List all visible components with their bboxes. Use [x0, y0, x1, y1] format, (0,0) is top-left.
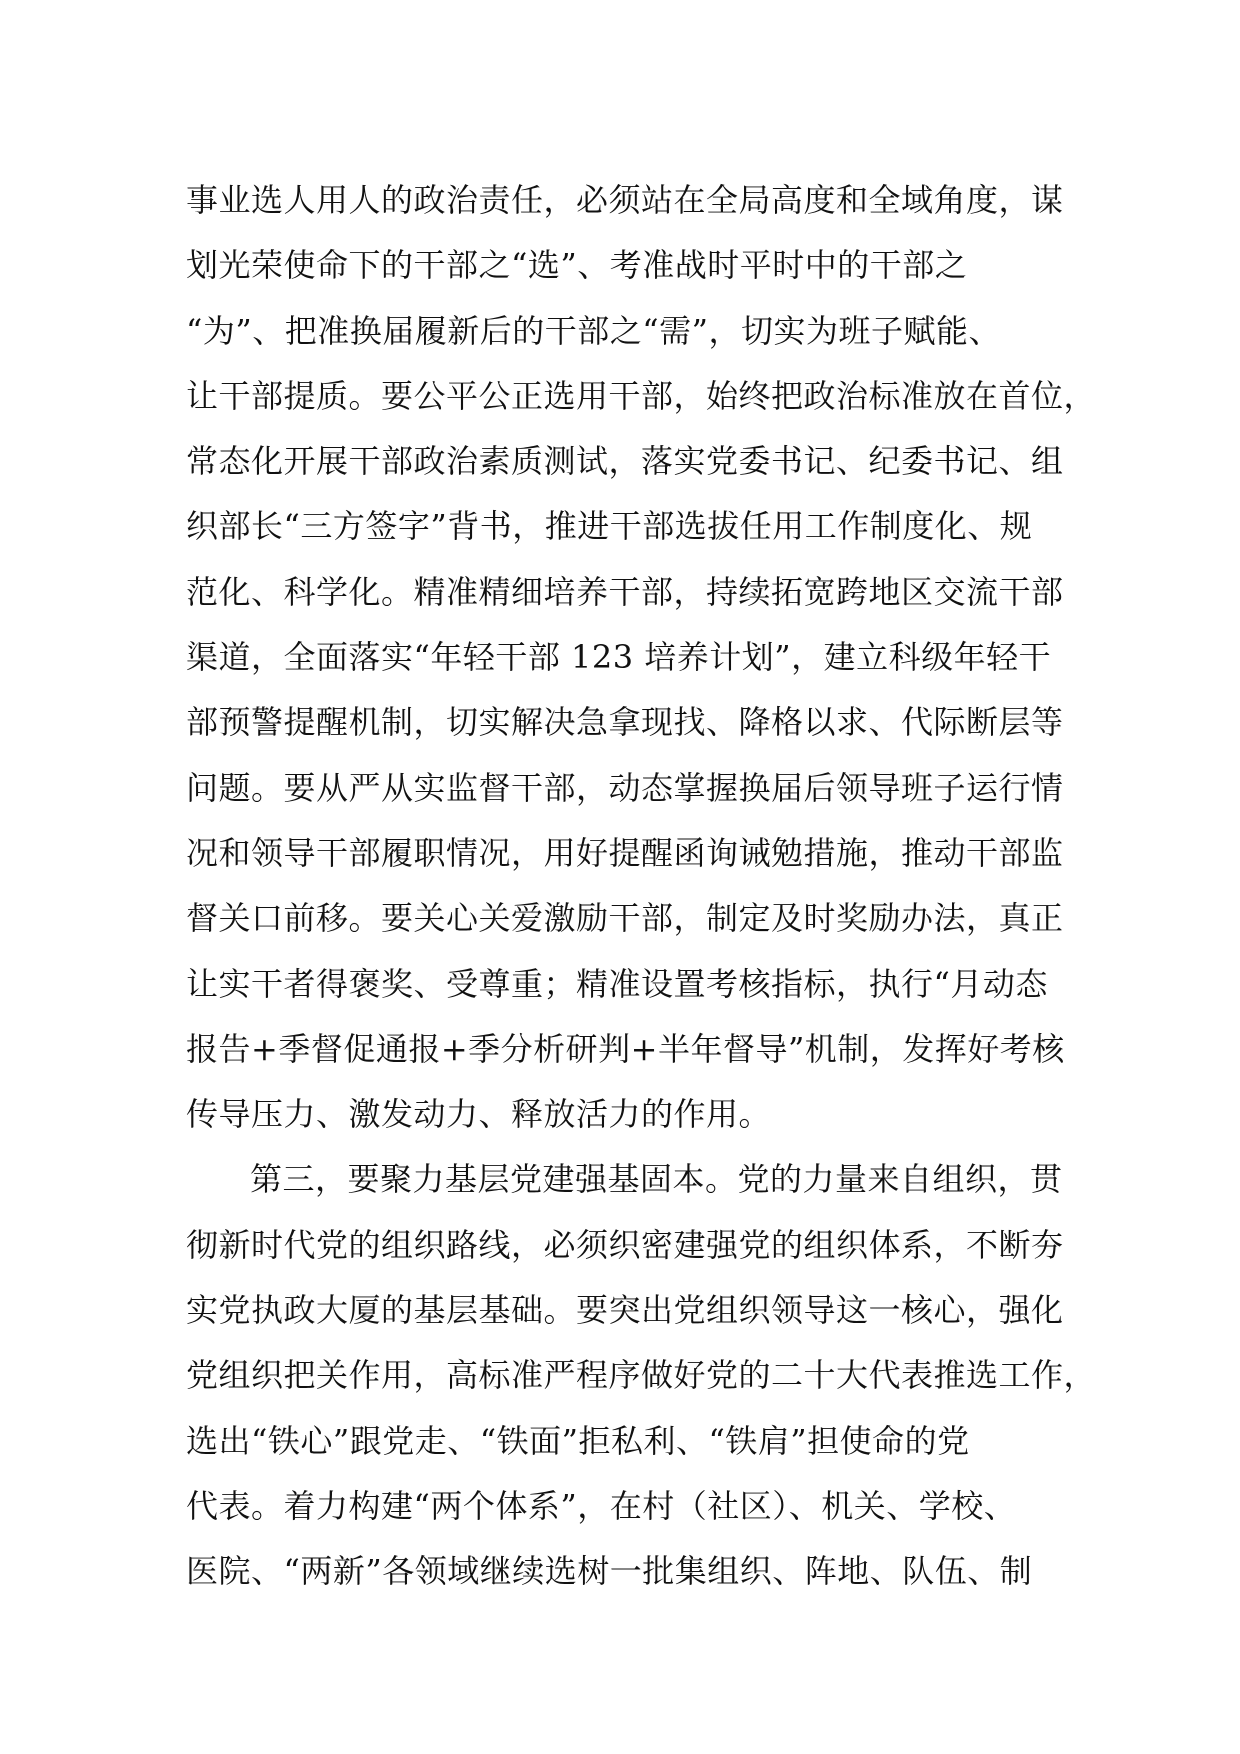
text-line-18: 实党执政大厦的基层基础。要突出党组织领导这一核心，强化 [186, 1291, 1064, 1330]
text-line-9: 部预警提醒机制，切实解决急拿现找、降格以求、代际断层等 [186, 703, 1064, 742]
text-line-19: 党组织把关作用，高标准严程序做好党的二十大代表推选工作， [186, 1356, 1097, 1395]
text-line-5: 常态化开展干部政治素质测试，落实党委书记、纪委书记、组 [186, 442, 1064, 481]
text-line-21: 代表。着力构建“两个体系”，在村（社区）、机关、学校、 [186, 1486, 1017, 1525]
text-line-13: 让实干者得褒奖、受尊重；精准设置考核指标，执行“月动态 [186, 964, 1048, 1003]
text-line-15: 传导压力、激发动力、释放活力的作用。 [186, 1095, 772, 1134]
document-body [186, 168, 1097, 1605]
paragraph-start-line: 第三，要聚力基层党建强基固本。党的力量来自组织，贯 [250, 1160, 1063, 1199]
text-line-12: 督关口前移。要关心关爱激励干部，制定及时奖励办法，真正 [186, 899, 1064, 938]
text-line-2: 划光荣使命下的干部之“选”、考准战时平时中的干部之 [186, 246, 968, 285]
text-line-11: 况和领导干部履职情况，用好提醒函询诫勉措施，推动干部监 [186, 833, 1064, 872]
text-line-22: 医院、“两新”各领域继续选树一批集组织、阵地、队伍、制 [186, 1552, 1033, 1591]
text-line-4: 让干部提质。要公平公正选用干部，始终把政治标准放在首位， [186, 376, 1097, 415]
text-line-3: “为”、把准换届履新后的干部之“需”，切实为班子赋能、 [186, 311, 1001, 350]
text-line-8: 渠道，全面落实“年轻干部 123 培养计划”，建立科级年轻干 [186, 638, 1052, 677]
text-line-6: 织部长“三方签字”背书，推进干部选拔任用工作制度化、规 [186, 507, 1033, 546]
text-line-1: 事业选人用人的政治责任，必须站在全局高度和全域角度，谋 [186, 181, 1064, 219]
text-line-14: 报告+季督促通报+季分析研判+半年督导”机制，发挥好考核 [186, 1029, 1065, 1068]
text-line-10: 问题。要从严从实监督干部，动态掌握换届后领导班子运行情 [186, 768, 1064, 807]
text-line-20: 选出“铁心”跟党走、“铁面”拒私利、“铁肩”担使命的党 [186, 1421, 970, 1460]
text-line-17: 彻新时代党的组织路线，必须织密建强党的组织体系，不断夯 [186, 1225, 1064, 1264]
text-line-7: 范化、科学化。精准精细培养干部，持续拓宽跨地区交流干部 [186, 572, 1064, 611]
